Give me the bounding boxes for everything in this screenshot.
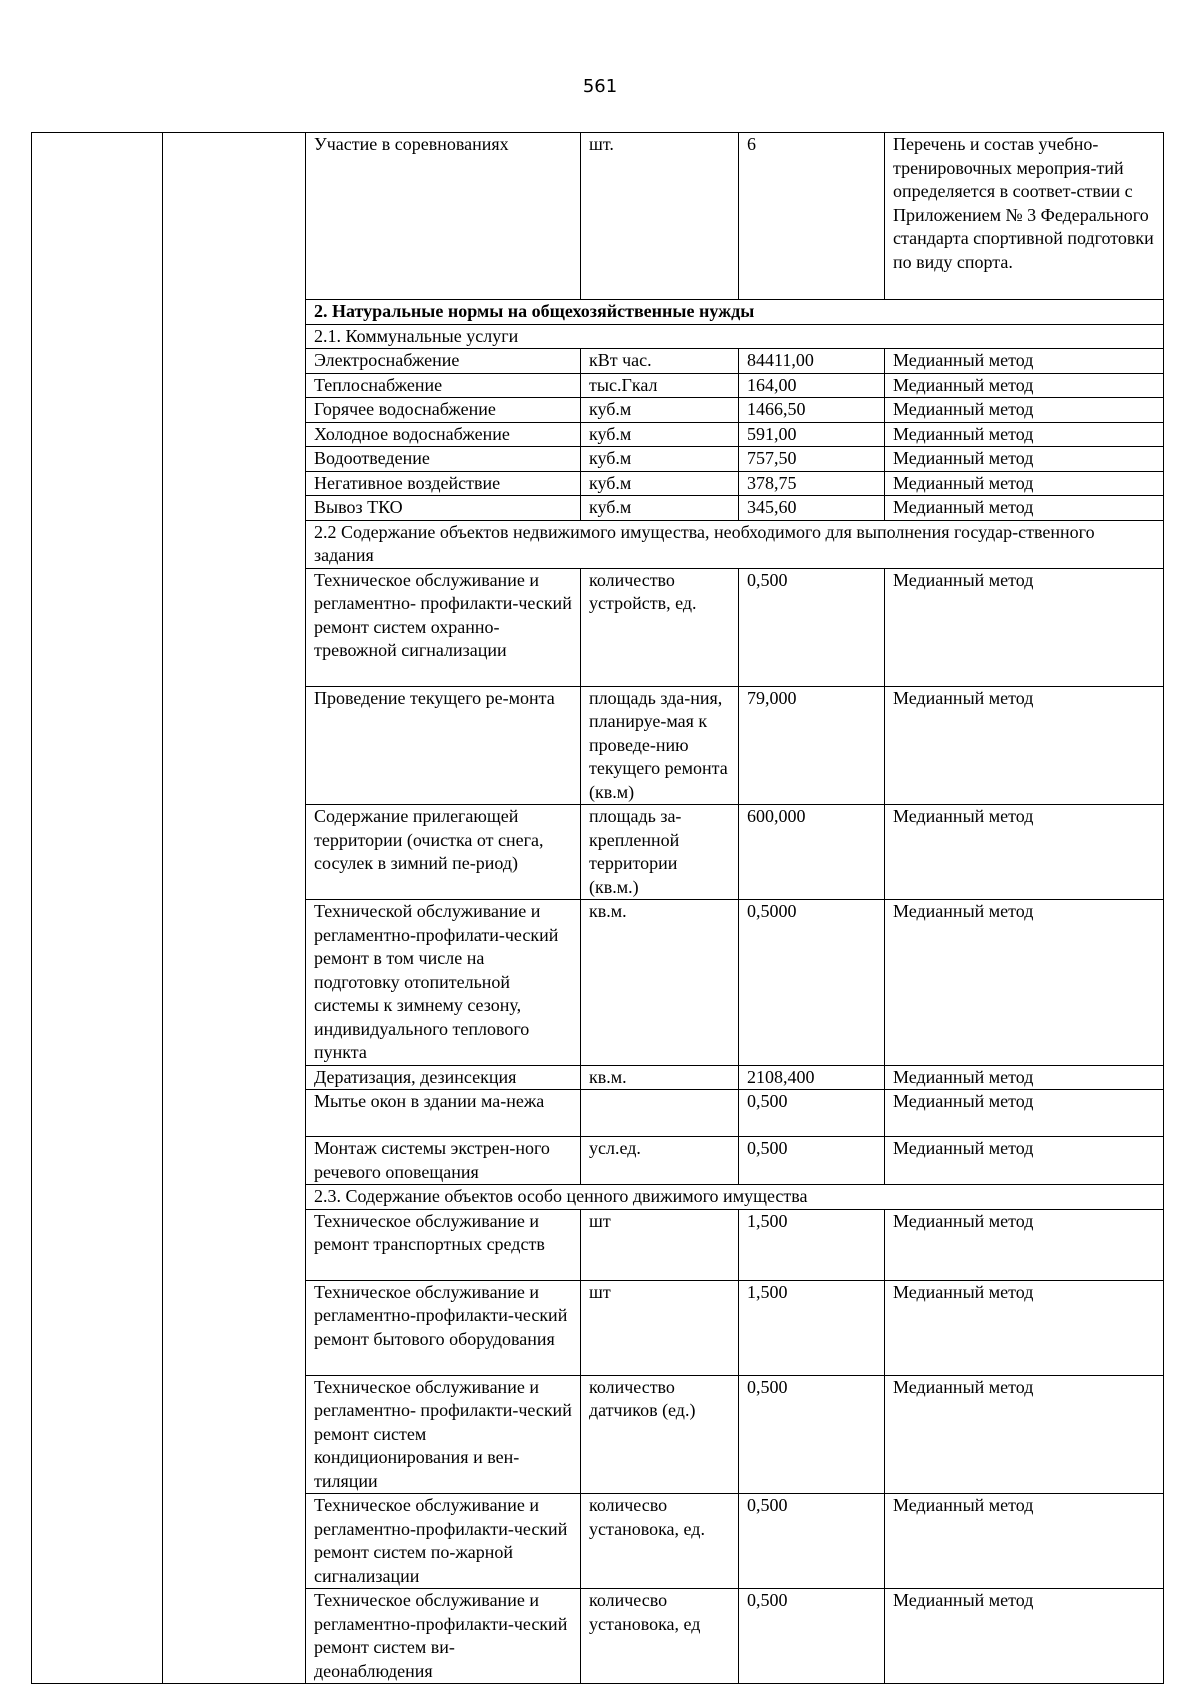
norm-name: Техническое обслуживание и регламентно- профилакти-ческий ремонт систем охранно-тревожной сигнализации [306, 568, 581, 686]
norm-name: Вывоз ТКО [306, 496, 581, 521]
norm-method: Медианный метод [885, 471, 1164, 496]
norm-unit: площадь за-крепленной территории (кв.м.) [581, 805, 739, 900]
page-number: 561 [582, 76, 618, 97]
norm-name: Техническое обслуживание и регламентно- профилакти-ческий ремонт систем кондиционирования и вен-тиляции [306, 1375, 581, 1494]
norm-name: Теплоснабжение [306, 373, 581, 398]
norm-value: 0,500 [739, 568, 885, 686]
empty-column-1 [32, 133, 163, 1684]
norm-unit: тыс.Гкал [581, 373, 739, 398]
norm-method: Медианный метод [885, 1375, 1164, 1494]
norm-value: 0,500 [739, 1589, 885, 1684]
norm-value: 0,500 [739, 1375, 885, 1494]
norm-unit: площадь зда-ния, планируе-мая к проведе-нию текущего ремонта (кв.м) [581, 686, 739, 805]
norm-unit: шт [581, 1280, 739, 1375]
norm-name: Мытье окон в здании ма-нежа [306, 1090, 581, 1137]
norm-unit: куб.м [581, 447, 739, 472]
norm-name: Содержание прилегающей территории (очистка от снега, сосулек в зимний пе-риод) [306, 805, 581, 900]
norm-name: Холодное водоснабжение [306, 422, 581, 447]
norm-method: Медианный метод [885, 447, 1164, 472]
norm-method: Медианный метод [885, 1589, 1164, 1684]
norm-value: 1466,50 [739, 398, 885, 423]
norm-name: Техническое обслуживание и регламентно-профилакти-ческий ремонт систем ви-деонаблюдения [306, 1589, 581, 1684]
norm-value: 1,500 [739, 1280, 885, 1375]
norm-value: 378,75 [739, 471, 885, 496]
norm-name: Технической обслуживание и регламентно-профилати-ческий ремонт в том числе на подготовку отопительной системы к зимнему сезону, индивидуального теплового пункта [306, 900, 581, 1066]
norm-name: Техническое обслуживание и ремонт транспортных средств [306, 1209, 581, 1280]
norm-value: 1,500 [739, 1209, 885, 1280]
norm-value: 0,500 [739, 1137, 885, 1185]
norm-unit: кВт час. [581, 349, 739, 374]
norm-unit: куб.м [581, 422, 739, 447]
norm-method: Медианный метод [885, 496, 1164, 521]
norm-method: Медианный метод [885, 349, 1164, 374]
section-2-header: 2. Натуральные нормы на общехозяйственные нужды [306, 300, 1164, 325]
norm-method: Медианный метод [885, 422, 1164, 447]
table-row [32, 133, 1164, 300]
norm-value: 345,60 [739, 496, 885, 521]
norm-value: 0,5000 [739, 900, 885, 1066]
norm-unit: кв.м. [581, 900, 739, 1066]
norm-value: 0,500 [739, 1090, 885, 1137]
norm-unit: количесво установока, ед. [581, 1494, 739, 1589]
norm-method: Медианный метод [885, 1209, 1164, 1280]
norm-method: Медианный метод [885, 1090, 1164, 1137]
subsection-2-3-header: 2.3. Содержание объектов особо ценного движимого имущества [306, 1185, 1164, 1210]
norm-value: 0,500 [739, 1494, 885, 1589]
norm-method: Медианный метод [885, 900, 1164, 1066]
subsection-2-1-header: 2.1. Коммунальные услуги [306, 324, 1164, 349]
norm-unit: куб.м [581, 496, 739, 521]
norm-value: 757,50 [739, 447, 885, 472]
norm-name: Дератизация, дезинсекция [306, 1065, 581, 1090]
norm-unit: количесво установока, ед [581, 1589, 739, 1684]
norm-unit: количество устройств, ед. [581, 568, 739, 686]
norm-name: Проведение текущего ре-монта [306, 686, 581, 805]
norm-unit: кв.м. [581, 1065, 739, 1090]
empty-column-2 [163, 133, 306, 1684]
norm-method: Медианный метод [885, 1494, 1164, 1589]
norm-name: Негативное воздействие [306, 471, 581, 496]
norm-method: Перечень и состав учебно-тренировочных мероприя-тий определяется в соответ-ствии с Приложением № 3 Федерального стандарта спортивной подготовки по виду спорта. [885, 133, 1164, 300]
norm-unit [581, 1090, 739, 1137]
norm-value: 84411,00 [739, 349, 885, 374]
norm-value: 79,000 [739, 686, 885, 805]
norm-method: Медианный метод [885, 1137, 1164, 1185]
norm-unit: куб.м [581, 471, 739, 496]
norm-method: Медианный метод [885, 568, 1164, 686]
norm-method: Медианный метод [885, 805, 1164, 900]
norm-name: Техническое обслуживание и регламентно-профилакти-ческий ремонт систем по-жарной сигнализации [306, 1494, 581, 1589]
norm-method: Медианный метод [885, 686, 1164, 805]
norm-method: Медианный метод [885, 373, 1164, 398]
norm-name: Монтаж системы экстрен-ного речевого оповещания [306, 1137, 581, 1185]
norm-method: Медианный метод [885, 1280, 1164, 1375]
norm-method: Медианный метод [885, 1065, 1164, 1090]
norm-unit: шт [581, 1209, 739, 1280]
norm-value: 2108,400 [739, 1065, 885, 1090]
norm-method: Медианный метод [885, 398, 1164, 423]
norm-unit: усл.ед. [581, 1137, 739, 1185]
norm-name: Участие в соревнованиях [306, 133, 581, 300]
norm-unit: куб.м [581, 398, 739, 423]
norm-unit: шт. [581, 133, 739, 300]
norm-name: Водоотведение [306, 447, 581, 472]
norms-table [31, 132, 1164, 1684]
norm-unit: количество датчиков (ед.) [581, 1375, 739, 1494]
norm-name: Техническое обслуживание и регламентно-профилакти-ческий ремонт бытового оборудования [306, 1280, 581, 1375]
subsection-2-2-header: 2.2 Содержание объектов недвижимого имущества, необходимого для выполнения государ-ственного задания [306, 520, 1164, 568]
norm-value: 164,00 [739, 373, 885, 398]
norm-name: Горячее водоснабжение [306, 398, 581, 423]
norm-value: 600,000 [739, 805, 885, 900]
norm-name: Электроснабжение [306, 349, 581, 374]
norm-value: 591,00 [739, 422, 885, 447]
norm-value: 6 [739, 133, 885, 300]
